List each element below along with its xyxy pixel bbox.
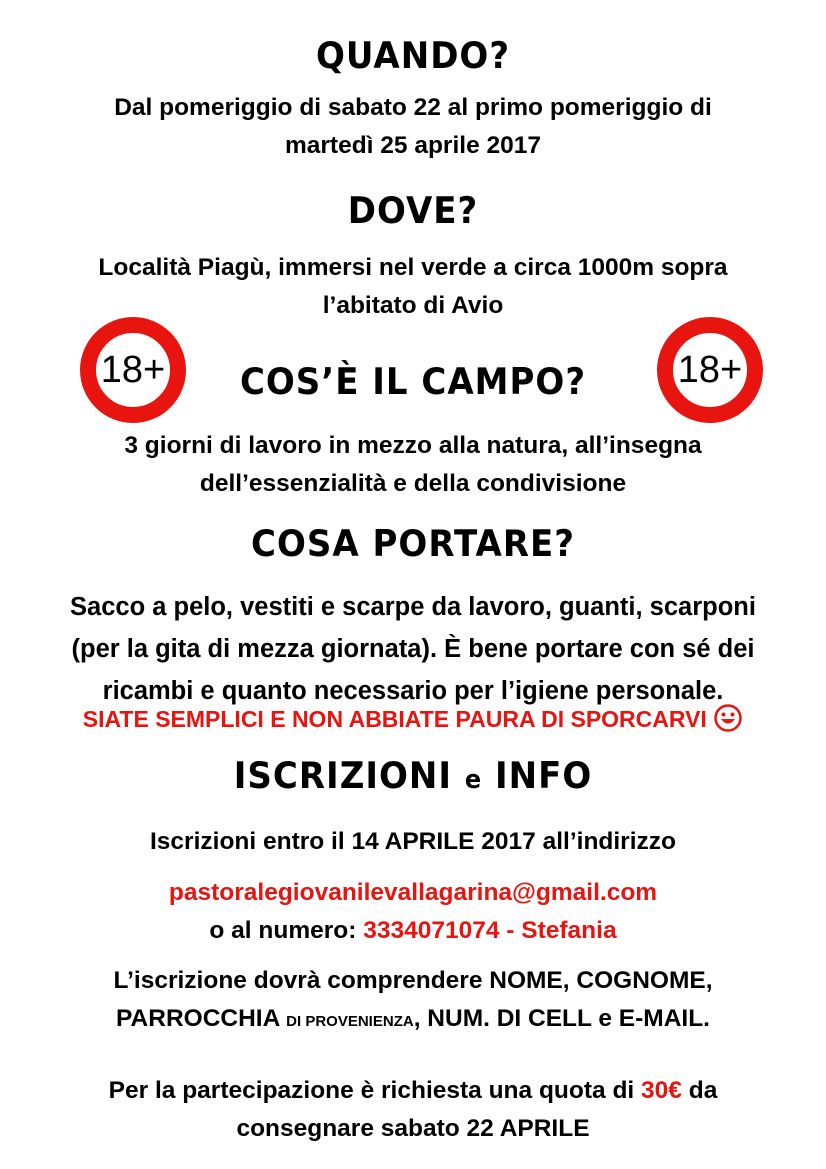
campo-heading: COS’È IL CAMPO? bbox=[239, 360, 587, 404]
campo-line-2: dell’essenzialità e della condivisione bbox=[199, 470, 627, 497]
contact-phone-prefix: o al numero: bbox=[209, 917, 364, 944]
iscrizioni-deadline: Iscrizioni entro il 14 APRILE 2017 all’indirizzo bbox=[150, 828, 676, 855]
iscrizioni-contacts bbox=[20, 874, 806, 950]
age-badge-label: 18+ bbox=[677, 349, 743, 391]
quando-heading: QUANDO? bbox=[315, 34, 511, 78]
requirements-rest: , NUM. DI CELL e E-MAIL. bbox=[413, 1005, 710, 1032]
requirements-line-2 bbox=[20, 1000, 806, 1041]
campo-line-1: 3 giorni di lavoro in mezzo alla natura, all’insegna bbox=[124, 432, 702, 459]
iscrizioni-heading-info: INFO bbox=[494, 754, 593, 798]
fee-line-1 bbox=[20, 1072, 806, 1110]
iscrizioni-heading-main: ISCRIZIONI bbox=[233, 754, 453, 798]
quando-line-1: Dal pomeriggio di sabato 22 al primo pomeriggio di bbox=[114, 94, 712, 121]
dove-line-2: l’abitato di Avio bbox=[322, 292, 504, 319]
requirements-parrocchia: PARROCCHIA bbox=[116, 1005, 287, 1032]
portare-line-1: Sacco a pelo, vestiti e scarpe da lavoro, guanti, scarponi bbox=[70, 593, 756, 621]
dove-line-1: Località Piagù, immersi nel verde a circa 1000m sopra bbox=[98, 254, 728, 281]
quando-line-2: martedì 25 aprile 2017 bbox=[284, 132, 542, 159]
iscrizioni-heading bbox=[0, 754, 826, 797]
portare-line-3: ricambi e quanto necessario per l’igiene personale. bbox=[102, 677, 724, 705]
iscrizioni-requirements bbox=[20, 962, 806, 1041]
fee-amount: 30€ bbox=[641, 1077, 682, 1104]
quando-text bbox=[20, 89, 806, 165]
age-badge-label: 18+ bbox=[100, 349, 166, 391]
portare-text bbox=[20, 586, 806, 712]
requirements-line-1: L’iscrizione dovrà comprendere NOME, COGNOME, bbox=[113, 967, 713, 994]
requirements-provenienza: DI PROVENIENZA bbox=[286, 1013, 414, 1030]
portare-line-2: (per la gita di mezza giornata). È bene portare con sé dei bbox=[71, 635, 755, 663]
dove-heading: DOVE? bbox=[347, 189, 479, 233]
contact-email[interactable]: pastoralegiovanilevallagarina@gmail.com bbox=[168, 879, 658, 906]
contact-phone[interactable]: 3334071074 - Stefania bbox=[363, 917, 617, 944]
contact-phone-row bbox=[20, 912, 806, 950]
portare-warning: SIATE SEMPLICI E NON ABBIATE PAURA DI SPORCARVI bbox=[82, 706, 707, 732]
fee-prefix: Per la partecipazione è richiesta una quota di bbox=[108, 1077, 642, 1104]
iscrizioni-heading-e: e bbox=[464, 764, 483, 795]
smiley-icon bbox=[713, 703, 743, 733]
portare-heading: COSA PORTARE? bbox=[251, 522, 575, 566]
dove-text bbox=[20, 249, 806, 325]
portare-warning-row bbox=[20, 700, 806, 738]
fee-text bbox=[20, 1072, 806, 1148]
fee-line-2: consegnare sabato 22 APRILE bbox=[236, 1115, 590, 1142]
fee-suffix: da bbox=[681, 1077, 718, 1104]
campo-text bbox=[20, 427, 806, 503]
